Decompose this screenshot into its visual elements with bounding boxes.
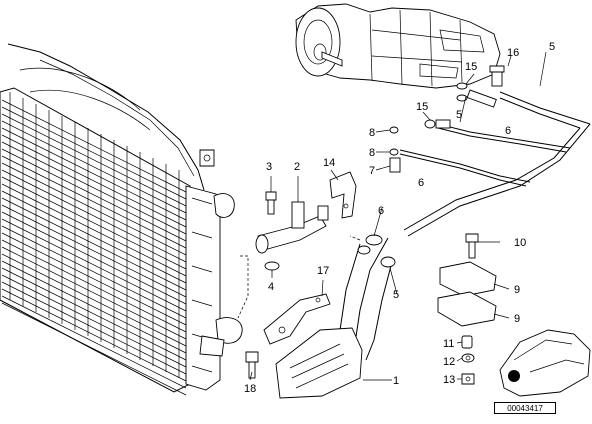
radiator-fin — [2, 205, 186, 297]
radiator-fin — [2, 289, 186, 381]
radiator-fin — [2, 198, 186, 290]
radiator-fin — [2, 114, 186, 206]
radiator-fin — [2, 275, 186, 367]
callout-13: 13 — [443, 374, 456, 386]
callout-16: 16 — [507, 47, 520, 59]
radiator-fin — [2, 121, 186, 213]
radiator-fin — [2, 142, 186, 234]
radiator-fin — [2, 149, 186, 241]
callout-15-lower: 15 — [416, 101, 429, 113]
car-location-thumbnail — [500, 330, 590, 396]
callout-1: 1 — [393, 375, 400, 387]
diagram-id-label: 00043417 — [494, 402, 556, 414]
mid-components — [246, 172, 496, 398]
radiator-fin — [2, 184, 186, 276]
callout-5-lower: 5 — [393, 289, 400, 301]
callout-2: 2 — [294, 161, 301, 173]
callout-labels — [244, 41, 555, 395]
radiator-fin — [2, 296, 186, 388]
callout-10: 10 — [514, 237, 527, 249]
radiator-fin — [2, 100, 186, 192]
radiator — [0, 44, 242, 395]
radiator-fin — [2, 233, 186, 325]
callout-8-lower: 8 — [369, 147, 376, 159]
callout-3: 3 — [266, 161, 273, 173]
callout-4: 4 — [268, 281, 275, 293]
callout-11: 11 — [443, 338, 455, 350]
radiator-fin — [2, 303, 186, 395]
callout-6-lower: 6 — [378, 205, 385, 217]
callout-14: 14 — [323, 157, 336, 169]
callout-12: 12 — [443, 356, 456, 368]
radiator-fin — [2, 240, 186, 332]
callout-18: 18 — [244, 383, 257, 395]
callout-6-right: 6 — [505, 125, 512, 137]
radiator-fin — [2, 163, 186, 255]
radiator-fin — [2, 156, 186, 248]
radiator-fin — [2, 177, 186, 269]
radiator-fin — [2, 212, 186, 304]
radiator-fin — [2, 170, 186, 262]
callout-5-mid: 5 — [456, 109, 463, 121]
radiator-fin — [2, 135, 186, 227]
callout-8-upper: 8 — [369, 127, 376, 139]
callout-7: 7 — [369, 165, 376, 177]
radiator-fin — [2, 219, 186, 311]
radiator-fin — [2, 282, 186, 374]
callout-5-top: 5 — [549, 41, 556, 53]
callout-15-upper: 15 — [465, 61, 478, 73]
callout-9-upper: 9 — [514, 284, 521, 296]
radiator-fin — [2, 261, 186, 353]
radiator-fin — [2, 226, 186, 318]
radiator-fin — [2, 268, 186, 360]
callout-6-center: 6 — [418, 177, 425, 189]
radiator-fin — [2, 191, 186, 283]
callout-9-lower: 9 — [514, 313, 521, 325]
radiator-fin — [2, 254, 186, 346]
callout-17: 17 — [317, 265, 330, 277]
transmission — [296, 4, 500, 88]
radiator-fin — [2, 128, 186, 220]
radiator-fin — [2, 247, 186, 339]
